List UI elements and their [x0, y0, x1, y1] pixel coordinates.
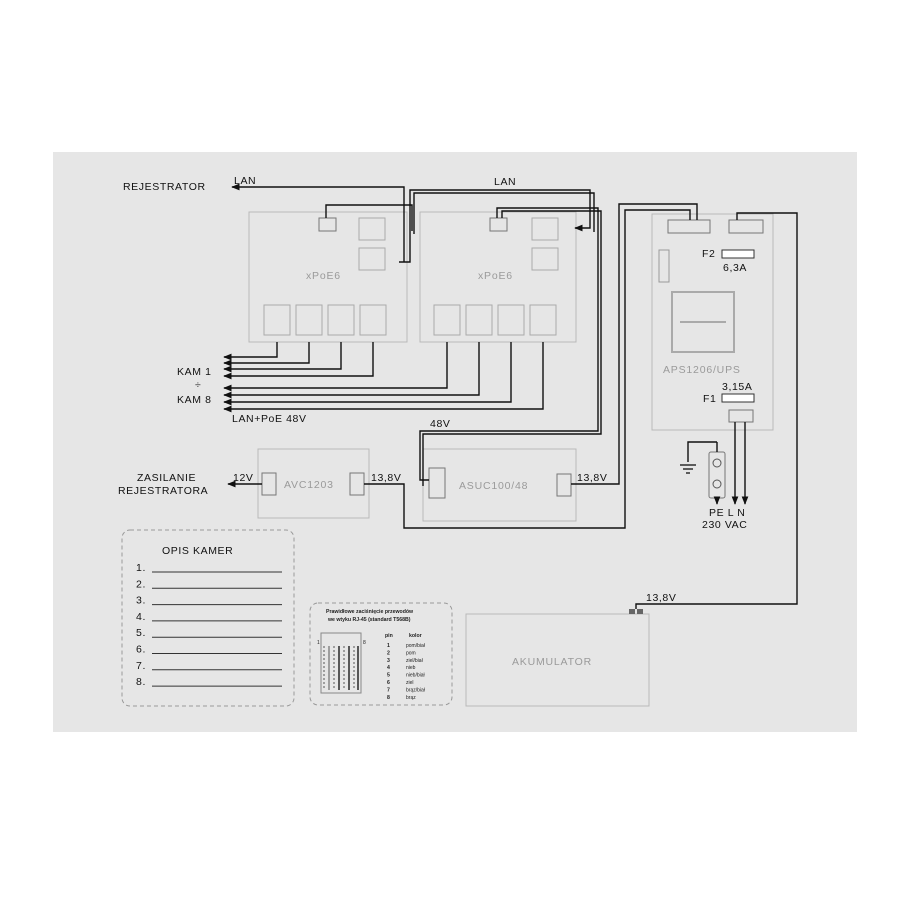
rj45-row-pin: 3 — [387, 657, 390, 664]
div-label: ÷ — [195, 379, 202, 391]
terminal-block — [262, 473, 276, 495]
akumulator-module — [466, 609, 649, 706]
rejestrator-label: REJESTRATOR — [123, 181, 206, 193]
opis-row-number: 6. — [136, 643, 146, 656]
plug-pin-right: 8 — [363, 640, 366, 646]
fuse-f1-label: F1 — [703, 393, 717, 405]
kam1-label: KAM 1 — [177, 366, 212, 378]
terminal-block — [557, 474, 571, 496]
kam8-label: KAM 8 — [177, 394, 212, 406]
lan-left-label: LAN — [234, 175, 257, 187]
fuse-f1 — [722, 394, 754, 402]
rj45-row-kolor: pom/biał — [406, 643, 425, 649]
battery-terminal — [629, 609, 635, 614]
xpoe6-module-b — [420, 212, 576, 342]
terminal-block — [350, 473, 364, 495]
rj45-row-pin: 6 — [387, 680, 390, 686]
rj45-row-pin: 1 — [387, 643, 390, 649]
rj45-title-2: we wtyku RJ-45 (standard T568B) — [328, 617, 411, 623]
lan-top-label: LAN — [494, 176, 517, 188]
terminal-block — [319, 218, 336, 231]
module-label: APS1206/UPS — [663, 364, 741, 376]
module-label: AVC1203 — [284, 479, 334, 491]
rj45-row-pin: 4 — [387, 665, 390, 672]
fuse-f2 — [722, 250, 754, 258]
rj45-row-kolor: ziel — [406, 680, 414, 686]
fuse-f1-value: 3,15A — [722, 381, 753, 393]
v12-label: 12V — [233, 472, 254, 484]
vac-label: 230 VAC — [702, 519, 748, 531]
rj45-row-kolor: ziel/biał — [406, 657, 423, 664]
rj45-row-pin: 5 — [387, 672, 390, 679]
rj45-title-1: Prawidłowe zaciśnięcie przewodów — [326, 609, 414, 615]
rj45-col-kolor: kolor — [409, 633, 422, 639]
terminal-block — [490, 218, 507, 231]
avc1203-module — [258, 449, 369, 518]
v48-label: 48V — [430, 418, 451, 430]
terminal-block — [729, 220, 763, 233]
opis-row-number: 5. — [136, 627, 146, 640]
opis-row-number: 8. — [136, 676, 146, 689]
asuc100-module — [423, 449, 576, 521]
earth-terminal — [709, 452, 725, 498]
rj45-col-pin: pin — [385, 633, 393, 639]
terminal-block — [729, 410, 753, 422]
lan-poe-label: LAN+PoE 48V — [232, 413, 307, 425]
rj45-row-kolor: nieb — [406, 665, 416, 672]
v138-asuc-label: 13,8V — [577, 472, 608, 484]
module-label: xPoE6 — [478, 270, 513, 282]
opis-row-number: 1. — [136, 562, 146, 574]
plug-pin-left: 1 — [317, 640, 320, 646]
rj45-row-kolor: pom — [406, 650, 416, 657]
terminal-block — [668, 220, 710, 233]
module-label: ASUC100/48 — [459, 480, 529, 492]
opis-row-number: 4. — [136, 610, 146, 623]
rj45-row-kolor: brąz — [406, 694, 416, 701]
pe-l-n-label: PE L N — [709, 507, 746, 519]
fuse-f2-label: F2 — [702, 248, 716, 260]
opis-row-number: 7. — [136, 659, 146, 672]
terminal-block — [429, 468, 445, 498]
opis-row-number: 3. — [136, 594, 146, 607]
rj45-row-pin: 8 — [387, 694, 390, 701]
opis-kamer-title: OPIS KAMER — [162, 545, 234, 557]
aps1206-module — [652, 214, 773, 430]
rj45-row-kolor: brąz/biał — [406, 687, 425, 694]
xpoe6-module-a — [249, 212, 407, 342]
rj45-row-kolor: nieb/biał — [406, 672, 425, 679]
rj45-row-pin: 7 — [387, 687, 390, 694]
module-label: xPoE6 — [306, 270, 341, 282]
v138-battery-label: 13,8V — [646, 592, 677, 604]
module-label: AKUMULATOR — [512, 656, 592, 668]
v138-avc-label: 13,8V — [371, 472, 402, 484]
zasilanie-label: ZASILANIE — [137, 472, 197, 484]
opis-row-number: 2. — [136, 578, 146, 591]
fuse-f2-value: 6,3A — [723, 262, 747, 274]
rejestratora-label: REJESTRATORA — [118, 485, 209, 497]
battery-terminal — [637, 609, 643, 614]
rj45-row-pin: 2 — [387, 650, 390, 657]
